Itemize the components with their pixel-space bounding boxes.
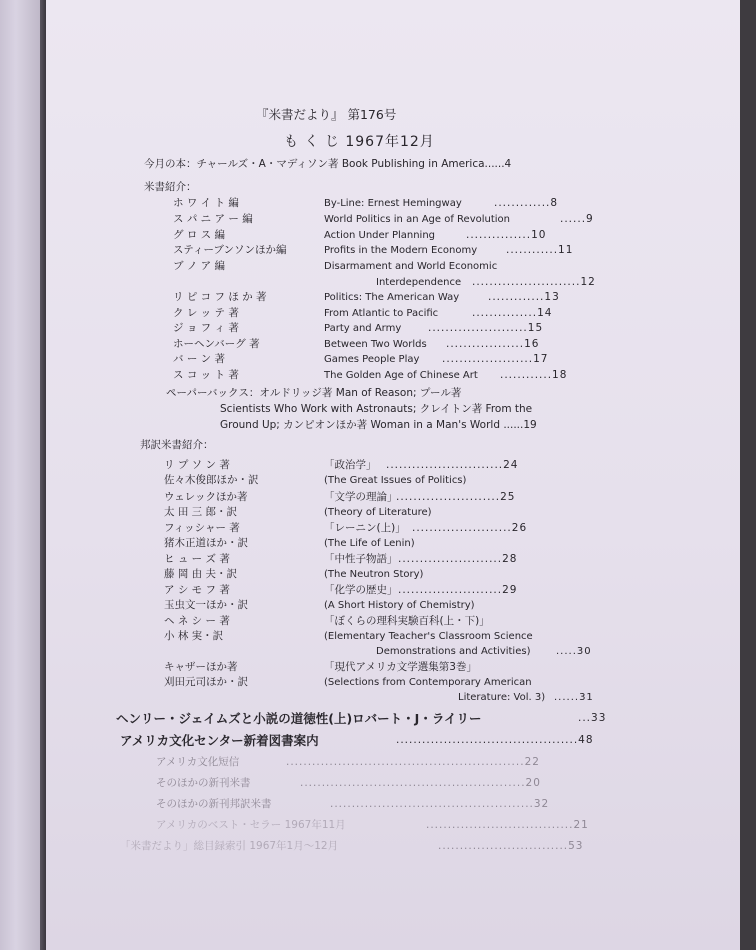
entry-page: ........................28 — [398, 553, 518, 565]
entry-title: 「現代アメリカ文学選集第3巻」 — [324, 661, 477, 673]
entry-title: 「文学の理論」 — [324, 491, 398, 503]
entry-original-title: (Elementary Teacher's Classroom Science — [324, 631, 533, 642]
entry-author: ホ ワ イ ト 編 — [173, 197, 239, 209]
entry-title: Disarmament and World Economic — [324, 261, 498, 272]
entry-title: Politics: The American Way — [324, 292, 460, 303]
entry-original-title: (The Neutron Story) — [324, 569, 424, 580]
section-title-reviews: 米書紹介： — [144, 181, 197, 193]
entry-page: .........................12 — [472, 276, 596, 288]
paperbacks-line: ペーパーバックス：オルドリッジ著 Man of Reason; プール著 — [166, 387, 462, 399]
entry-author: リ ピ コ フ ほ か 著 — [173, 291, 267, 303]
entry-page: ...........................24 — [386, 459, 519, 471]
bottom-entry-page: ..........................................48 — [396, 734, 594, 746]
entry-page: ............11 — [506, 244, 574, 256]
entry-author: フィッシャー 著 — [164, 522, 240, 534]
entry-title: 「化学の歴史」 — [324, 584, 398, 596]
bottom-entry-page: ...............................................32 — [330, 798, 550, 810]
paperbacks-line: Ground Up; カンピオンほか著 Woman in a Man's World ......19 — [220, 419, 537, 431]
bottom-entry-page: ..................................21 — [426, 819, 589, 831]
bottom-entry-text: ヘンリー・ジェイムズと小説の道徳性(上)ロバート・J・ライリー — [116, 711, 482, 726]
bottom-entry-page: .......................................................22 — [286, 756, 540, 768]
book-binding — [0, 0, 40, 950]
entry-title: Profits in the Modern Economy — [324, 245, 478, 256]
entry-original-title: (Selections from Contemporary American — [324, 677, 532, 688]
bottom-entry-page: ....................................................20 — [300, 777, 541, 789]
section-title-translations: 邦訳米書紹介： — [140, 439, 214, 451]
entry-title: Between Two Worlds — [324, 339, 427, 350]
entry-title: Games People Play — [324, 354, 420, 365]
entry-author: ア シ モ フ 著 — [164, 584, 230, 596]
entry-translator: 刈田元司ほか・訳 — [164, 676, 248, 688]
entry-translator: 佐々木俊郎ほか・訳 — [164, 474, 259, 486]
bottom-entry-text: そのほかの新刊米書 — [156, 777, 251, 789]
entry-author: グ ロ ス 編 — [173, 229, 226, 241]
issue-title: 『米書だより』 第176号 — [256, 107, 397, 122]
entry-translator: 小 林 実・訳 — [164, 630, 224, 642]
entry-author: リ プ ソ ン 著 — [164, 459, 230, 471]
entry-author: ヘ ネ シ ー 著 — [164, 615, 230, 627]
entry-page: ...............10 — [466, 229, 547, 241]
entry-author: ウェレックほか著 — [164, 491, 248, 503]
entry-author: ブ ノ ア 編 — [173, 260, 226, 272]
entry-author: スティーブンソンほか編 — [173, 244, 287, 256]
entry-original-title: (The Great Issues of Politics) — [324, 475, 467, 486]
entry-page: .......................26 — [412, 522, 528, 534]
entry-author: バ ー ン 著 — [173, 353, 226, 365]
document-page — [46, 0, 740, 950]
entry-translator: 玉虫文一ほか・訳 — [164, 599, 248, 611]
entry-original-title: (The Life of Lenin) — [324, 538, 415, 549]
paperbacks-line: Scientists Who Work with Astronauts; クレイトン著 From the — [220, 403, 533, 415]
entry-title: Action Under Planning — [324, 230, 436, 241]
entry-page: .....30 — [556, 646, 592, 657]
entry-title: World Politics in an Age of Revolution — [324, 214, 511, 225]
entry-author: キャザーほか著 — [164, 661, 238, 673]
bottom-entry-page: ..............................53 — [438, 840, 584, 852]
entry-page: .......................15 — [428, 322, 544, 334]
bottom-entry-text: そのほかの新刊邦訳米書 — [156, 798, 272, 810]
entry-title: From Atlantic to Pacific — [324, 308, 439, 319]
entry-original-title: (A Short History of Chemistry) — [324, 600, 475, 611]
entry-title: 「レーニン(上)」 — [324, 522, 406, 534]
book-of-month: 今月の本：チャールズ・A・マディソン著 Book Publishing in America......4 — [144, 158, 512, 170]
entry-title: The Golden Age of Chinese Art — [324, 370, 478, 381]
entry-translator: 太 田 三 郎・訳 — [164, 506, 238, 518]
entry-page: ........................25 — [396, 491, 516, 503]
entry-title: Party and Army — [324, 323, 402, 334]
entry-title: Interdependence — [376, 277, 462, 288]
entry-author: ヒ ュ ー ズ 著 — [164, 553, 230, 565]
entry-translator: 藤 岡 由 夫・訳 — [164, 568, 238, 580]
bottom-entry-text: アメリカ文化センター新着図書案内 — [120, 733, 319, 748]
entry-page: .....................17 — [442, 353, 549, 365]
entry-author: ク レ ッ テ 著 — [173, 307, 239, 319]
entry-original-title: (Theory of Literature) — [324, 507, 432, 518]
entry-author: ス コ ッ ト 著 — [173, 369, 239, 381]
entry-title: 「ぼくらの理科実験百科(上・下)」 — [324, 615, 490, 627]
bottom-entry-page: ...33 — [578, 712, 607, 724]
entry-page: .............8 — [494, 197, 559, 209]
entry-page: ..................16 — [446, 338, 540, 350]
entry-original-title: Literature: Vol. 3) — [458, 692, 546, 703]
entry-page: ......9 — [560, 213, 594, 225]
entry-page: ......31 — [554, 692, 594, 703]
contents-heading: も く じ 1967年12月 — [284, 134, 435, 150]
bottom-entry-text: 「米書だより」総目録索引 1967年1月～12月 — [120, 840, 339, 852]
entry-page: ...............14 — [472, 307, 553, 319]
entry-author: ジ ョ フ ィ 著 — [173, 322, 239, 334]
bottom-entry-text: アメリカ文化短信 — [156, 756, 240, 768]
entry-page: ........................29 — [398, 584, 518, 596]
entry-author: ス パ ニ ア ー 編 — [173, 213, 253, 225]
bottom-entry-text: アメリカのベスト・セラー 1967年11月 — [156, 819, 346, 831]
entry-page: ............18 — [500, 369, 568, 381]
entry-original-title: Demonstrations and Activities) — [376, 646, 531, 657]
entry-title: 「中性子物語」 — [324, 553, 398, 565]
entry-page: .............13 — [488, 291, 560, 303]
entry-title: By-Line: Ernest Hemingway — [324, 198, 462, 209]
entry-translator: 猪木正道ほか・訳 — [164, 537, 248, 549]
entry-title: 「政治学」 — [324, 459, 377, 471]
entry-author: ホーヘンバーグ 著 — [173, 338, 260, 350]
